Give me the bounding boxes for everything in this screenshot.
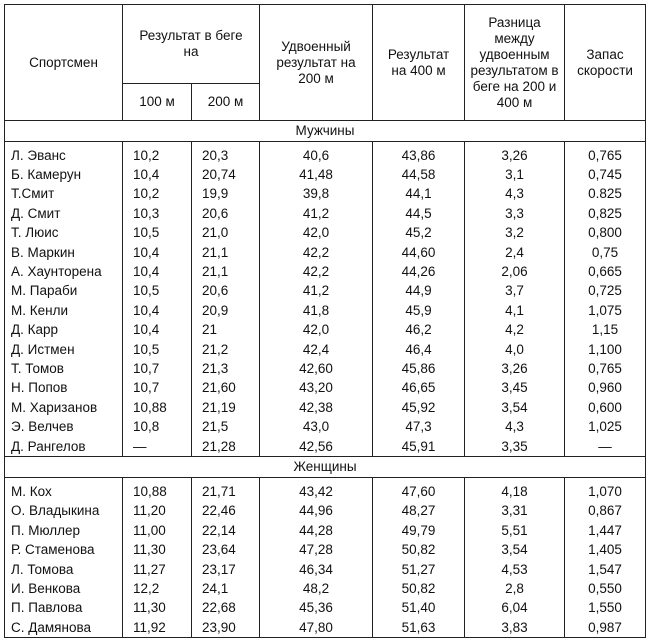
result-400m: 43,86 — [373, 146, 465, 165]
speed-reserve: 1,550 — [565, 599, 646, 618]
result-200m: 23,90 — [192, 618, 260, 638]
result-400m: 46,4 — [373, 340, 465, 359]
result-400m: 50,82 — [373, 540, 465, 559]
header-200m: 200 м — [192, 84, 260, 121]
speed-reserve: 0,960 — [565, 379, 646, 398]
athlete-name: О. Владыкина — [5, 502, 123, 521]
result-400m: 50,82 — [373, 579, 465, 598]
table-row — [5, 204, 646, 223]
athlete-name: П. Павлова — [5, 599, 123, 618]
result-100m: 10,88 — [123, 398, 192, 417]
table-row — [5, 224, 646, 243]
athlete-name: Д. Рангелов — [5, 437, 123, 457]
doubled-200m: 45,36 — [260, 599, 373, 618]
athlete-name: Л. Эванс — [5, 146, 123, 165]
athlete-name: М. Кох — [5, 482, 123, 501]
athlete-name: А. Хаунторена — [5, 262, 123, 281]
doubled-200m: 47,80 — [260, 618, 373, 638]
result-200m: 21 — [192, 321, 260, 340]
result-200m: 23,64 — [192, 540, 260, 559]
header-athlete: Спортсмен — [5, 5, 123, 121]
header-result-group: Результат в беге на — [123, 5, 260, 84]
athlete-name: М. Параби — [5, 282, 123, 301]
difference: 3,3 — [465, 204, 565, 223]
result-400m: 46,65 — [373, 379, 465, 398]
doubled-200m: 40,6 — [260, 146, 373, 165]
difference: 3,35 — [465, 437, 565, 457]
section-women: Женщины — [5, 457, 646, 478]
header-doubled: Удвоенный результат на 200 м — [260, 5, 373, 121]
difference: 3,26 — [465, 146, 565, 165]
result-400m: 45,9 — [373, 301, 465, 320]
speed-reserve: 1,070 — [565, 482, 646, 501]
athlete-name: Д. Карр — [5, 321, 123, 340]
table-row — [5, 579, 646, 598]
difference: 6,04 — [465, 599, 565, 618]
table-row — [5, 262, 646, 281]
athlete-name: В. Маркин — [5, 243, 123, 262]
speed-reserve: 0,75 — [565, 243, 646, 262]
doubled-200m: 42,0 — [260, 321, 373, 340]
difference: 2,4 — [465, 243, 565, 262]
difference: 4,3 — [465, 417, 565, 436]
result-400m: 48,27 — [373, 502, 465, 521]
speed-reserve: 0,765 — [565, 146, 646, 165]
speed-reserve: 0,867 — [565, 502, 646, 521]
result-400m: 45,91 — [373, 437, 465, 457]
doubled-200m: 42,4 — [260, 340, 373, 359]
speed-reserve: 0,665 — [565, 262, 646, 281]
doubled-200m: 42,0 — [260, 224, 373, 243]
speed-reserve: 1,447 — [565, 521, 646, 540]
doubled-200m: 44,96 — [260, 502, 373, 521]
result-200m: 19,9 — [192, 185, 260, 204]
athlete-name: П. Мюллер — [5, 521, 123, 540]
result-100m: 10,4 — [123, 301, 192, 320]
result-100m: 10,4 — [123, 243, 192, 262]
difference: 4,53 — [465, 560, 565, 579]
speed-reserve: 1,025 — [565, 417, 646, 436]
result-100m: 12,2 — [123, 579, 192, 598]
result-100m: 10,8 — [123, 417, 192, 436]
athlete-name: Н. Попов — [5, 379, 123, 398]
difference: 4,1 — [465, 301, 565, 320]
result-400m: 44,1 — [373, 185, 465, 204]
doubled-200m: 42,2 — [260, 243, 373, 262]
speed-reserve: 0,600 — [565, 398, 646, 417]
speed-reserve: 1,547 — [565, 560, 646, 579]
table-row — [5, 165, 646, 184]
doubled-200m: 41,2 — [260, 282, 373, 301]
result-200m: 20,9 — [192, 301, 260, 320]
difference: 4,2 — [465, 321, 565, 340]
result-100m: 10,88 — [123, 482, 192, 501]
result-200m: 21,1 — [192, 262, 260, 281]
result-200m: 20,3 — [192, 146, 260, 165]
difference: 4,3 — [465, 185, 565, 204]
table-row — [5, 502, 646, 521]
doubled-200m: 42,56 — [260, 437, 373, 457]
doubled-200m: 42,38 — [260, 398, 373, 417]
difference: 3,26 — [465, 359, 565, 378]
athlete-name: Б. Камерун — [5, 165, 123, 184]
speed-reserve: 0,825 — [565, 204, 646, 223]
athlete-name: Д. Истмен — [5, 340, 123, 359]
athlete-name: М. Харизанов — [5, 398, 123, 417]
athlete-name: Т. Люис — [5, 224, 123, 243]
result-200m: 20,6 — [192, 282, 260, 301]
result-100m: 11,30 — [123, 540, 192, 559]
result-200m: 21,5 — [192, 417, 260, 436]
result-200m: 21,19 — [192, 398, 260, 417]
difference: 3,1 — [465, 165, 565, 184]
result-200m: 20,74 — [192, 165, 260, 184]
result-100m: 11,30 — [123, 599, 192, 618]
table-row — [5, 437, 646, 457]
sprint-results-table — [4, 4, 646, 638]
doubled-200m: 41,2 — [260, 204, 373, 223]
speed-reserve: 1,075 — [565, 301, 646, 320]
athlete-name: Д. Смит — [5, 204, 123, 223]
doubled-200m: 41,8 — [260, 301, 373, 320]
result-100m: 11,00 — [123, 521, 192, 540]
result-100m: 10,7 — [123, 379, 192, 398]
difference: 2,8 — [465, 579, 565, 598]
table-row — [5, 185, 646, 204]
doubled-200m: 43,20 — [260, 379, 373, 398]
header-speed-reserve: Запас скорости — [565, 5, 646, 121]
speed-reserve: 0,550 — [565, 579, 646, 598]
table-row — [5, 243, 646, 262]
result-200m: 21,28 — [192, 437, 260, 457]
result-200m: 21,60 — [192, 379, 260, 398]
difference: 3,2 — [465, 224, 565, 243]
result-400m: 49,79 — [373, 521, 465, 540]
result-100m: 10,3 — [123, 204, 192, 223]
header-100m: 100 м — [123, 84, 192, 121]
speed-reserve: 0,765 — [565, 359, 646, 378]
result-400m: 45,86 — [373, 359, 465, 378]
doubled-200m: 46,34 — [260, 560, 373, 579]
result-100m: 10,5 — [123, 282, 192, 301]
section-men: Мужчины — [5, 121, 646, 142]
result-400m: 51,27 — [373, 560, 465, 579]
speed-reserve: 0.825 — [565, 185, 646, 204]
result-400m: 44,60 — [373, 243, 465, 262]
result-200m: 21,3 — [192, 359, 260, 378]
result-400m: 44,58 — [373, 165, 465, 184]
result-400m: 47,60 — [373, 482, 465, 501]
result-200m: 21,1 — [192, 243, 260, 262]
result-400m: 45,2 — [373, 224, 465, 243]
result-100m: 10,4 — [123, 262, 192, 281]
athlete-name: Л. Томова — [5, 560, 123, 579]
header-difference: Разница между удвоенным результатом в беге на 200 и 400 м — [465, 5, 565, 121]
speed-reserve: 1,15 — [565, 321, 646, 340]
result-400m: 51,40 — [373, 599, 465, 618]
table-row — [5, 540, 646, 559]
table-row — [5, 301, 646, 320]
difference: 5,51 — [465, 521, 565, 540]
result-100m: 10,2 — [123, 185, 192, 204]
result-400m: 47,3 — [373, 417, 465, 436]
result-400m: 44,5 — [373, 204, 465, 223]
result-100m: 10,2 — [123, 146, 192, 165]
result-400m: 45,92 — [373, 398, 465, 417]
result-200m: 24,1 — [192, 579, 260, 598]
difference: 3,45 — [465, 379, 565, 398]
result-200m: 20,6 — [192, 204, 260, 223]
result-200m: 22,14 — [192, 521, 260, 540]
table-row — [5, 340, 646, 359]
doubled-200m: 43,0 — [260, 417, 373, 436]
doubled-200m: 48,2 — [260, 579, 373, 598]
difference: 3,83 — [465, 618, 565, 638]
table-row — [5, 359, 646, 378]
difference: 3,54 — [465, 540, 565, 559]
difference: 3,31 — [465, 502, 565, 521]
table-row — [5, 599, 646, 618]
speed-reserve: 1,100 — [565, 340, 646, 359]
table-row — [5, 521, 646, 540]
athlete-name: И. Венкова — [5, 579, 123, 598]
speed-reserve: 0,800 — [565, 224, 646, 243]
speed-reserve: — — [565, 437, 646, 457]
difference: 2,06 — [465, 262, 565, 281]
result-100m: 10,7 — [123, 359, 192, 378]
athlete-name: С. Дамянова — [5, 618, 123, 638]
result-100m: 10,4 — [123, 165, 192, 184]
result-200m: 21,0 — [192, 224, 260, 243]
result-400m: 44,26 — [373, 262, 465, 281]
result-100m: 11,20 — [123, 502, 192, 521]
speed-reserve: 0,987 — [565, 618, 646, 638]
speed-reserve: 0,725 — [565, 282, 646, 301]
doubled-200m: 47,28 — [260, 540, 373, 559]
doubled-200m: 39,8 — [260, 185, 373, 204]
result-400m: 51,63 — [373, 618, 465, 638]
table-row — [5, 379, 646, 398]
athlete-name: Т.Смит — [5, 185, 123, 204]
table-row — [5, 321, 646, 340]
doubled-200m: 41,48 — [260, 165, 373, 184]
result-100m: 11,27 — [123, 560, 192, 579]
header-result-400: Результат на 400 м — [373, 5, 465, 121]
doubled-200m: 43,42 — [260, 482, 373, 501]
result-200m: 21,71 — [192, 482, 260, 501]
result-200m: 23,17 — [192, 560, 260, 579]
athlete-name: Т. Томов — [5, 359, 123, 378]
table-row — [5, 417, 646, 436]
result-200m: 22,46 — [192, 502, 260, 521]
athlete-name: Р. Стаменова — [5, 540, 123, 559]
table-row — [5, 618, 646, 638]
result-200m: 21,2 — [192, 340, 260, 359]
table-row — [5, 146, 646, 165]
table-row — [5, 398, 646, 417]
doubled-200m: 44,28 — [260, 521, 373, 540]
result-100m: 10,5 — [123, 340, 192, 359]
difference: 3,54 — [465, 398, 565, 417]
table-row — [5, 282, 646, 301]
table-row — [5, 560, 646, 579]
doubled-200m: 42,60 — [260, 359, 373, 378]
result-400m: 44,9 — [373, 282, 465, 301]
speed-reserve: 0,745 — [565, 165, 646, 184]
speed-reserve: 1,405 — [565, 540, 646, 559]
difference: 4,18 — [465, 482, 565, 501]
difference: 3,7 — [465, 282, 565, 301]
result-100m: 11,92 — [123, 618, 192, 638]
result-400m: 46,2 — [373, 321, 465, 340]
table-row — [5, 482, 646, 501]
athlete-name: Э. Велчев — [5, 417, 123, 436]
result-100m: 10,5 — [123, 224, 192, 243]
result-100m: 10,4 — [123, 321, 192, 340]
result-200m: 22,68 — [192, 599, 260, 618]
doubled-200m: 42,2 — [260, 262, 373, 281]
difference: 4,0 — [465, 340, 565, 359]
result-100m: — — [123, 437, 192, 457]
athlete-name: М. Кенли — [5, 301, 123, 320]
